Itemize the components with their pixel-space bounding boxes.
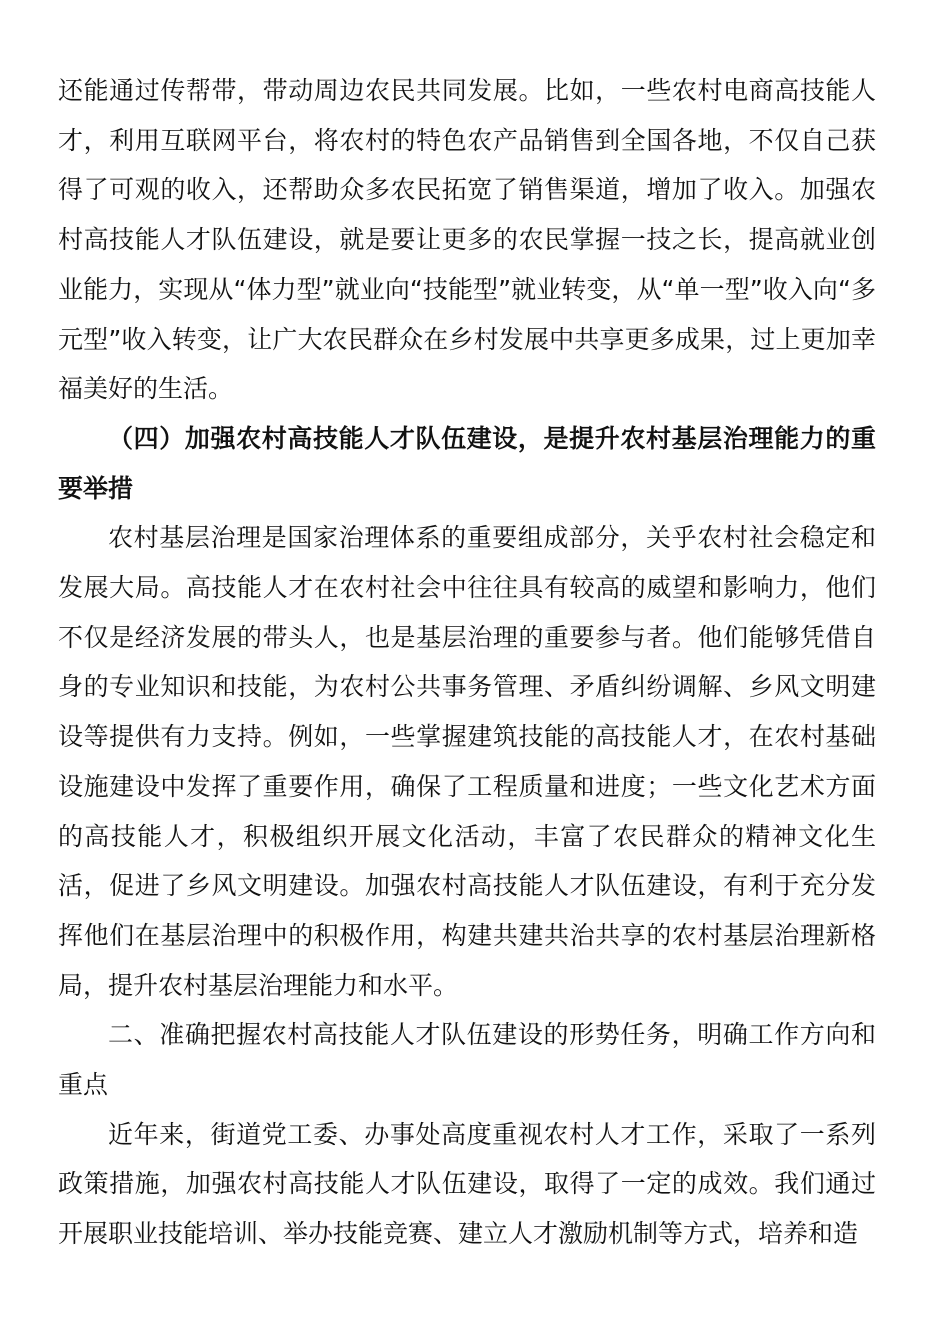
document-page [58,66,876,1259]
paragraph-continuation: 还能通过传帮带，带动周边农民共同发展。比如，一些农村电商高技能人才，利用互联网平台，将农村的特色农产品销售到全国各地，不仅自己获得了可观的收入，还帮助众多农民拓宽了销售渠道，增加了收入。加强农村高技能人才队伍建设，就是要让更多的农民掌握一技之长，提高就业创业能力，实现从“体力型”就业向“技能型”就业转变，从“单一型”收入向“多元型”收入转变，让广大农民群众在乡村发展中共享更多成果，过上更加幸福美好的生活。 [58,76,876,404]
paragraph-recent-years: 近年来，街道党工委、办事处高度重视农村人才工作，采取了一系列政策措施，加强农村高技能人才队伍建设，取得了一定的成效。我们通过开展职业技能培训、举办技能竞赛、建立人才激励机制等方式，培养和造 [58,1119,876,1249]
section-heading-two: 二、准确把握农村高技能人才队伍建设的形势任务，明确工作方向和重点 [58,1020,876,1100]
subsection-heading-four: （四）加强农村高技能人才队伍建设，是提升农村基层治理能力的重要举措 [58,423,876,503]
paragraph-rural-governance: 农村基层治理是国家治理体系的重要组成部分，关乎农村社会稳定和发展大局。高技能人才在农村社会中往往具有较高的威望和影响力，他们不仅是经济发展的带头人，也是基层治理的重要参与者。他们能够凭借自身的专业知识和技能，为农村公共事务管理、矛盾纠纷调解、乡风文明建设等提供有力支持。例如，一些掌握建筑技能的高技能人才，在农村基础设施建设中发挥了重要作用，确保了工程质量和进度；一些文化艺术方面的高技能人才，积极组织开展文化活动，丰富了农民群众的精神文化生活，促进了乡风文明建设。加强农村高技能人才队伍建设，有利于充分发挥他们在基层治理中的积极作用，构建共建共治共享的农村基层治理新格局，提升农村基层治理能力和水平。 [58,523,876,1000]
